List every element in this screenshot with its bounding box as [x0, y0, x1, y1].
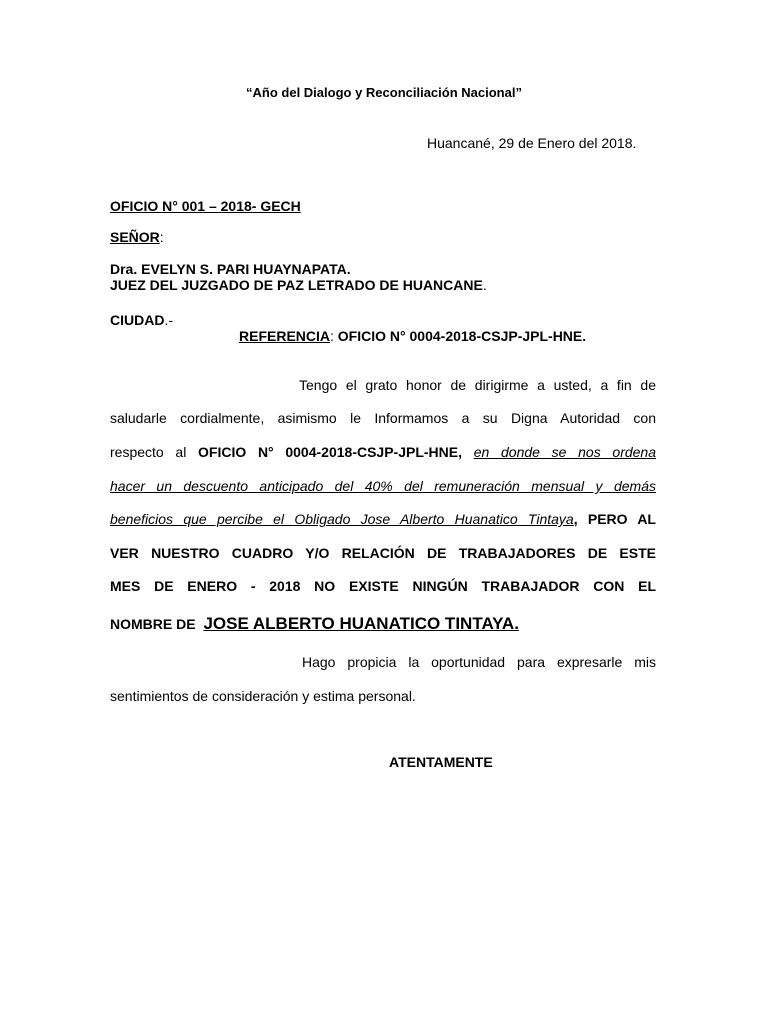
referencia-line: [239, 328, 586, 344]
body-line-5-a: beneficios que percibe el Obligado Jose Alberto Huanatico Tintaya: [110, 511, 574, 527]
nombre-de-label: NOMBRE DE: [110, 616, 196, 632]
salutation: [110, 229, 164, 245]
body-line-8: [110, 614, 519, 634]
body-line-4: hacer un descuento anticipado del 40% del remuneración mensual y demás: [110, 478, 656, 494]
referencia-sep: :: [330, 328, 338, 344]
body-line-6: VER NUESTRO CUADRO Y/O RELACIÓN DE TRABAJADORES DE ESTE: [110, 545, 656, 561]
body-line-3-c: en donde se nos ordena: [473, 444, 657, 460]
closing-line-1: Hago propicia la oportunidad para expresarle mis: [302, 654, 656, 670]
addressee-position-text: JUEZ DEL JUZGADO DE PAZ LETRADO DE HUANCANE: [110, 277, 483, 293]
referencia-label: REFERENCIA: [239, 328, 331, 344]
signoff: ATENTAMENTE: [389, 754, 493, 770]
body-line-1: Tengo el grato honor de dirigirme a usted, a fin de: [299, 377, 656, 393]
referencia-value: OFICIO N° 0004-2018-CSJP-JPL-HNE.: [337, 328, 587, 344]
addressee-name: Dra. EVELYN S. PARI HUAYNAPATA.: [110, 261, 351, 277]
body-line-3-oficio: OFICIO N° 0004-2018-CSJP-JPL-HNE,: [198, 444, 462, 460]
closing-line-2: sentimientos de consideración y estima personal.: [110, 688, 416, 704]
ciudad-label: CIUDAD: [110, 312, 165, 328]
addressee-position-end: .: [482, 277, 487, 293]
senor-label: SEÑOR: [110, 229, 160, 245]
date-line: Huancané, 29 de Enero del 2018.: [427, 135, 637, 151]
body-line-3-a: respecto al: [110, 444, 199, 460]
worker-name: JOSE ALBERTO HUANATICO TINTAYA.: [203, 614, 519, 633]
ciudad-line: [110, 312, 173, 328]
body-line-3: [110, 444, 656, 460]
body-line-5: [110, 511, 656, 527]
addressee-position: [110, 277, 487, 293]
body-line-7: MES DE ENERO - 2018 NO EXISTE NINGÚN TRABAJADOR CON EL: [110, 578, 656, 594]
body-line-2: saludarle cordialmente, asimismo le Informamos a su Digna Autoridad con: [110, 410, 656, 426]
oficio-number: OFICIO N° 001 – 2018- GECH: [110, 198, 301, 214]
ciudad-end: .-: [164, 312, 174, 328]
body-line-5-b: , PERO AL: [573, 511, 656, 527]
senor-colon: :: [159, 229, 164, 245]
year-motto: “Año del Dialogo y Reconciliación Nacional”: [246, 85, 522, 100]
